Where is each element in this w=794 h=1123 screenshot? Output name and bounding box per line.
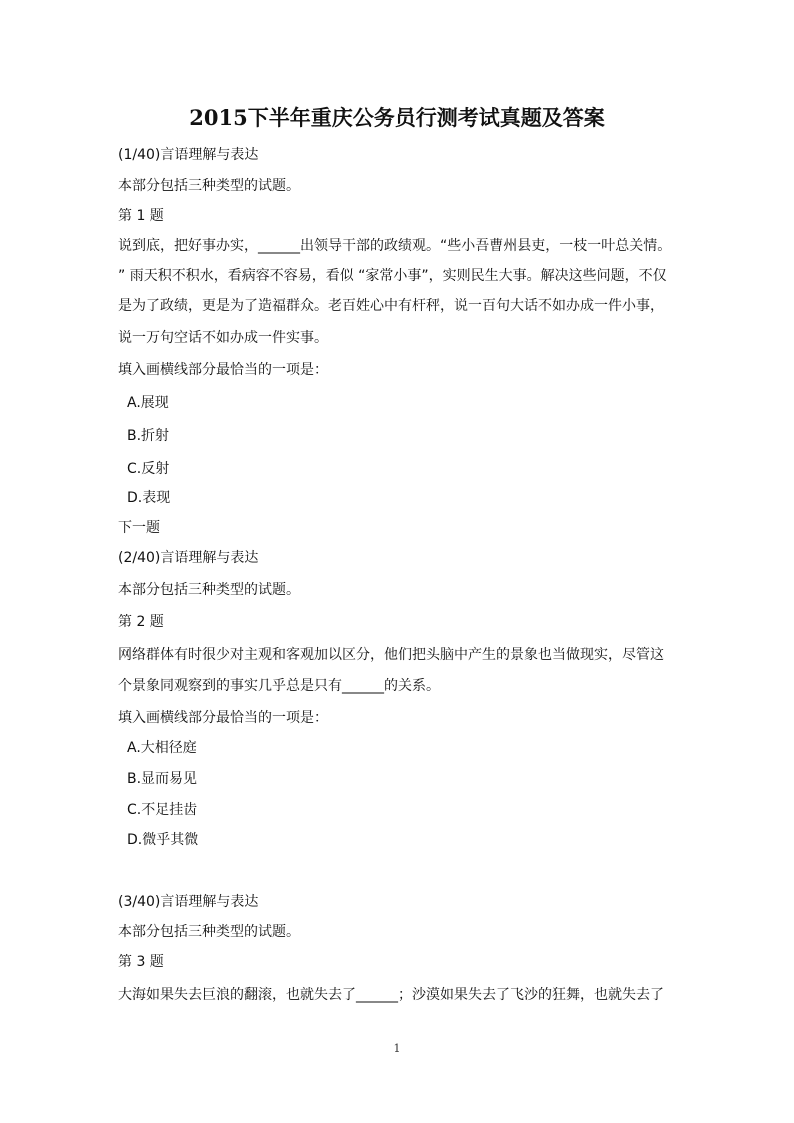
q1-body-line: 说到底，把好事办实，______出领导干部的政绩观。“些小吾曹州县吏，一枝一叶总关情。	[118, 238, 672, 254]
q2-option-b: B.显而易见	[127, 771, 198, 787]
q1-section-header: (1/40)言语理解与表达	[118, 147, 259, 163]
q2-body-line: 网络群体有时很少对主观和客观加以区分，他们把头脑中产生的景象也当做现实，尽管这	[118, 647, 664, 663]
q2-intro: 本部分包括三种类型的试题。	[118, 582, 300, 598]
next-question-link[interactable]: 下一题	[118, 520, 160, 536]
page-number: 1	[393, 1042, 401, 1055]
q2-body-line: 个景象同观察到的事实几乎总是只有______的关系。	[118, 678, 440, 694]
q2-option-c: C.不足挂齿	[127, 802, 198, 818]
q1-body-line: ” 雨天积不积水，看病容不容易，看似 “家常小事”，实则民生大事。解决这些问题，不仅	[118, 268, 667, 284]
q3-body-line: 大海如果失去巨浪的翻滚，也就失去了______；沙漠如果失去了飞沙的狂舞，也就失去了	[118, 987, 664, 1003]
q1-option-d: D.表现	[127, 490, 171, 506]
q3-intro: 本部分包括三种类型的试题。	[118, 924, 300, 940]
q1-option-b: B.折射	[127, 428, 170, 444]
q1-prompt: 填入画横线部分最恰当的一项是：	[118, 362, 328, 378]
q2-option-d: D.微乎其微	[127, 832, 199, 848]
q1-option-a: A.展现	[127, 395, 169, 411]
document-title: 2015下半年重庆公务员行测考试真题及答案	[189, 105, 605, 130]
q1-intro: 本部分包括三种类型的试题。	[118, 178, 300, 194]
q3-number: 第 3 题	[118, 954, 164, 970]
q1-number: 第 1 题	[118, 208, 164, 224]
q1-body-line: 说一万句空话不如办成一件实事。	[118, 330, 328, 346]
q2-number: 第 2 题	[118, 614, 164, 630]
q3-section-header: (3/40)言语理解与表达	[118, 894, 259, 910]
q1-body-line: 是为了政绩，更是为了造福群众。老百姓心中有杆秤，说一百句大话不如办成一件小事，	[118, 298, 664, 314]
q1-option-c: C.反射	[127, 461, 170, 477]
q2-prompt: 填入画横线部分最恰当的一项是：	[118, 710, 328, 726]
q2-option-a: A.大相径庭	[127, 740, 197, 756]
q2-section-header: (2/40)言语理解与表达	[118, 550, 259, 566]
